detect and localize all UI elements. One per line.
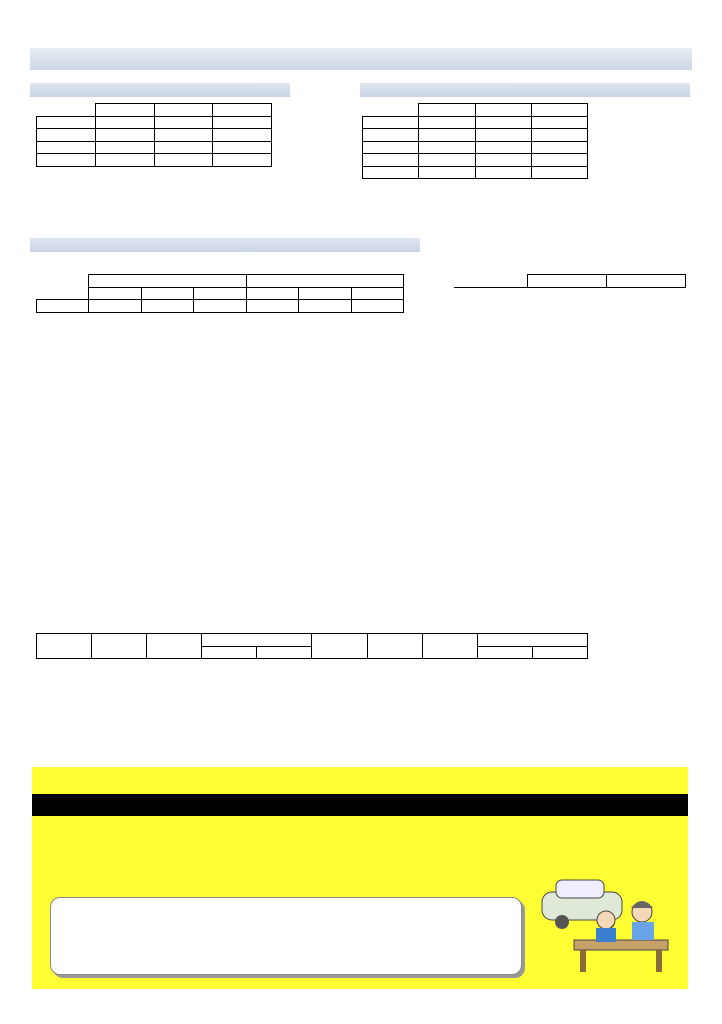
cause-table [454,274,686,288]
summer-banner [32,794,688,816]
advice-box [50,897,522,975]
drivers-illustration [534,868,684,980]
location-table [36,274,404,313]
s2-table [362,103,588,179]
page-title [30,48,692,70]
purpose-table [36,633,588,659]
s1-table [36,103,272,167]
